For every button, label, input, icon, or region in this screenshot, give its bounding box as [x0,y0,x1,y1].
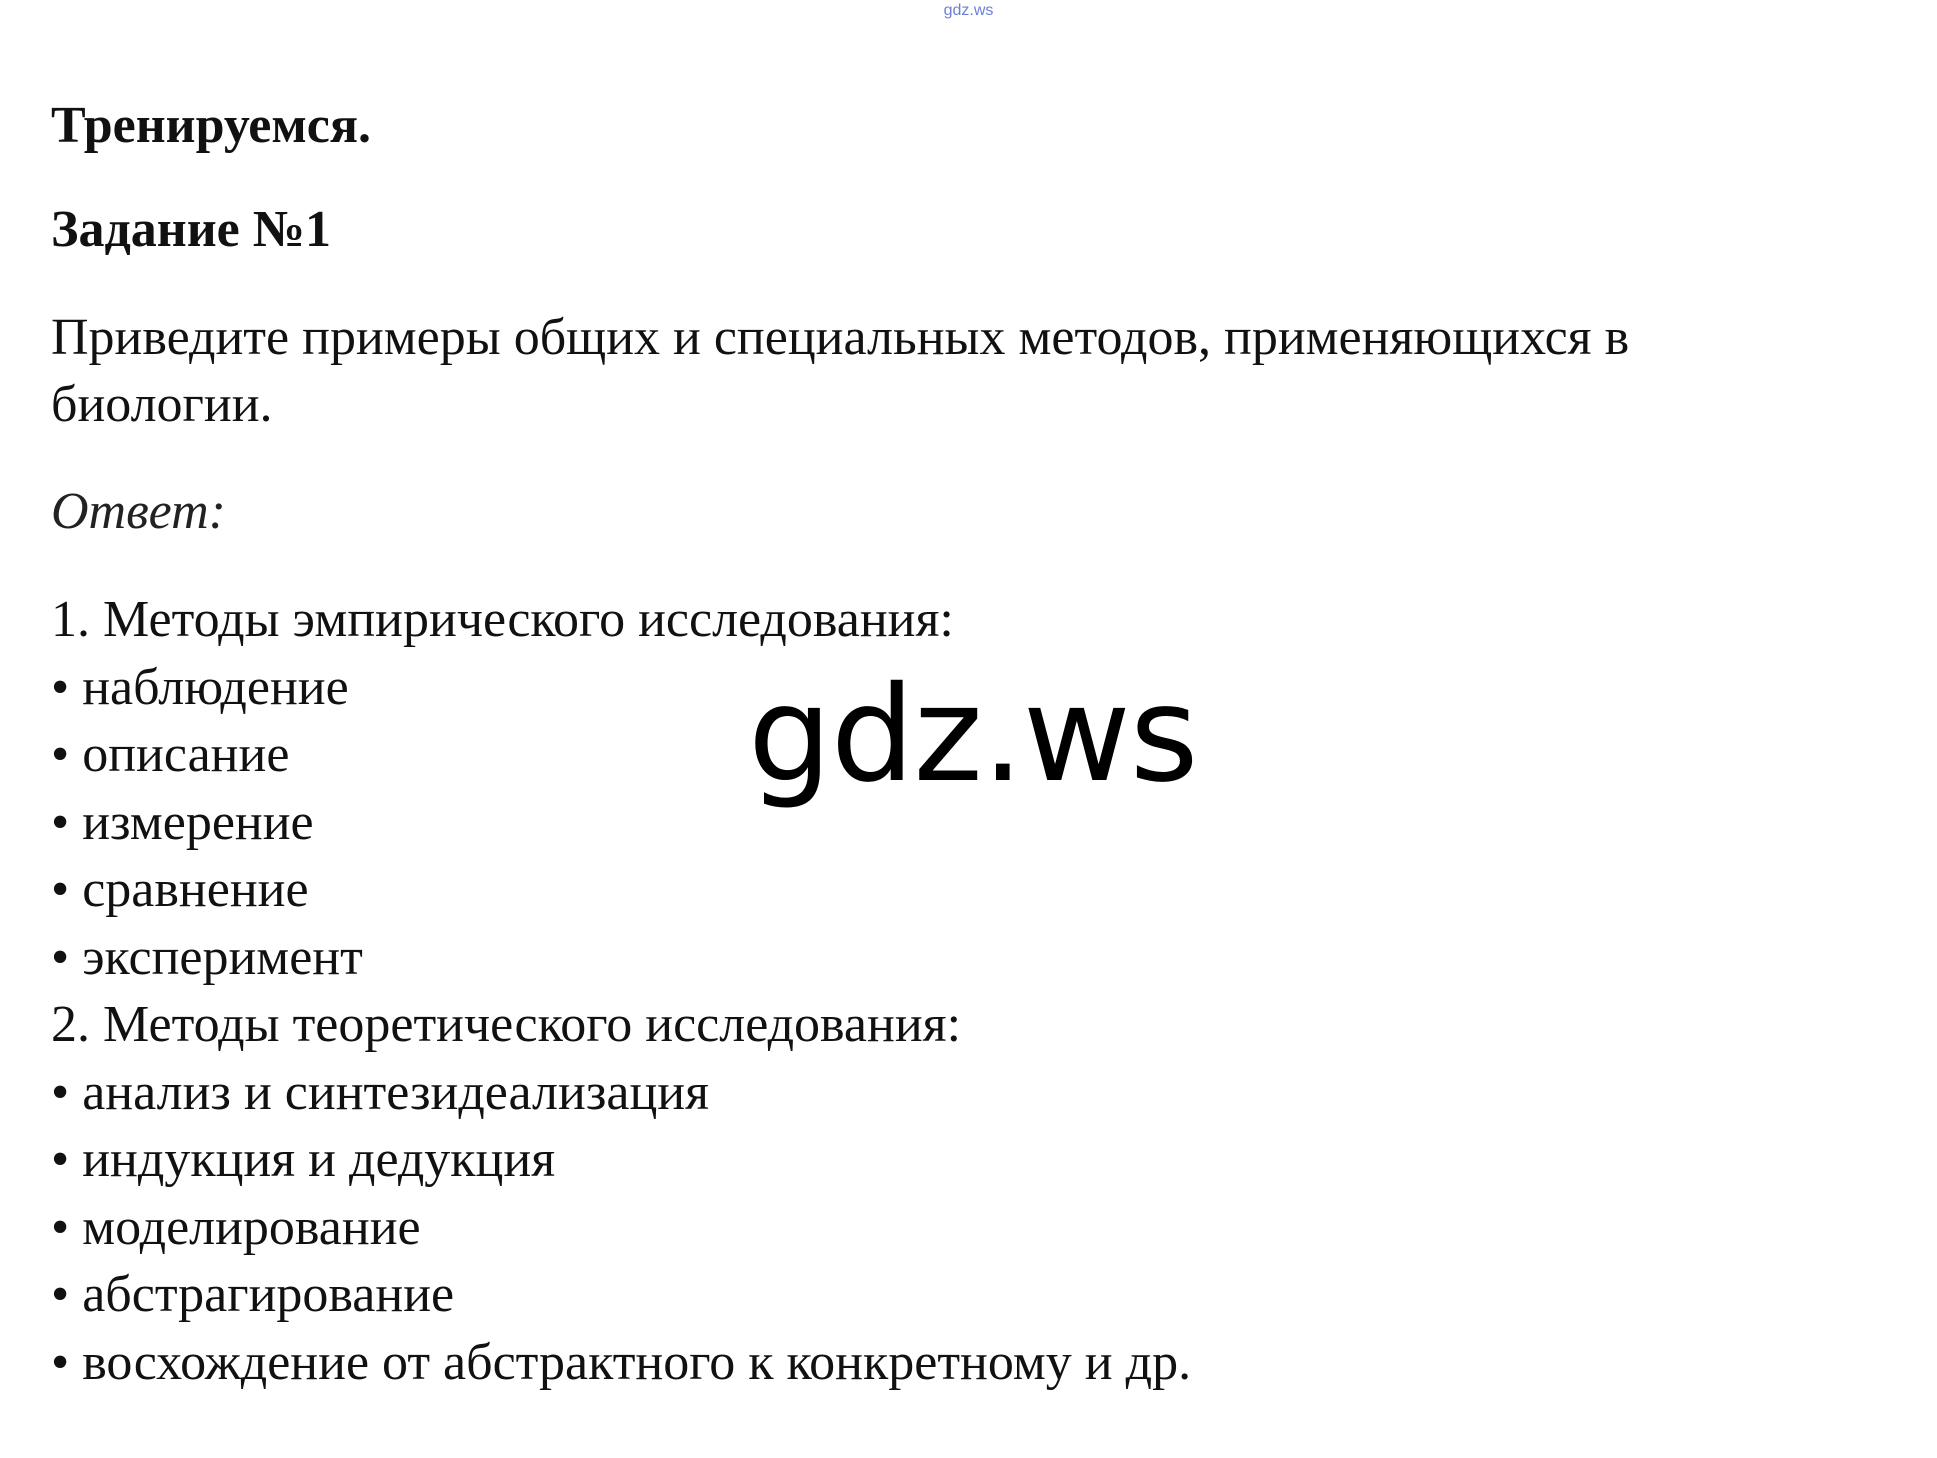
list-item: • сравнение [51,861,309,918]
watermark: gdz.ws [748,658,1198,812]
task-title: Задание №1 [51,201,332,258]
answer-label: Ответ: [51,483,226,540]
list-item: • наблюдение [51,658,349,716]
list-item: • измерение [51,793,314,851]
source-link[interactable]: gdz.ws [943,2,994,19]
list-item: • эксперимент [51,928,363,986]
list-item: • индукция и дедукция [51,1131,556,1188]
list-item: • абстрагирование [51,1266,455,1323]
list-item: • восхождение от абстрактного к конкретному и др. [51,1333,1192,1391]
question-line: Приведите примеры общих и специальных методов, применяющихся в [51,309,1630,366]
list-item: • анализ и синтезидеализация [51,1063,710,1121]
question-line: биологии. [51,376,273,433]
task-question [51,304,1851,438]
answer-heading-theoretical: 2. Методы теоретического исследования: [51,996,962,1053]
list-item: • описание [51,726,290,783]
list-item: • моделирование [51,1198,421,1256]
section-title: Тренируемся. [51,97,371,154]
answer-heading-empirical: 1. Методы эмпирического исследования: [51,591,954,648]
